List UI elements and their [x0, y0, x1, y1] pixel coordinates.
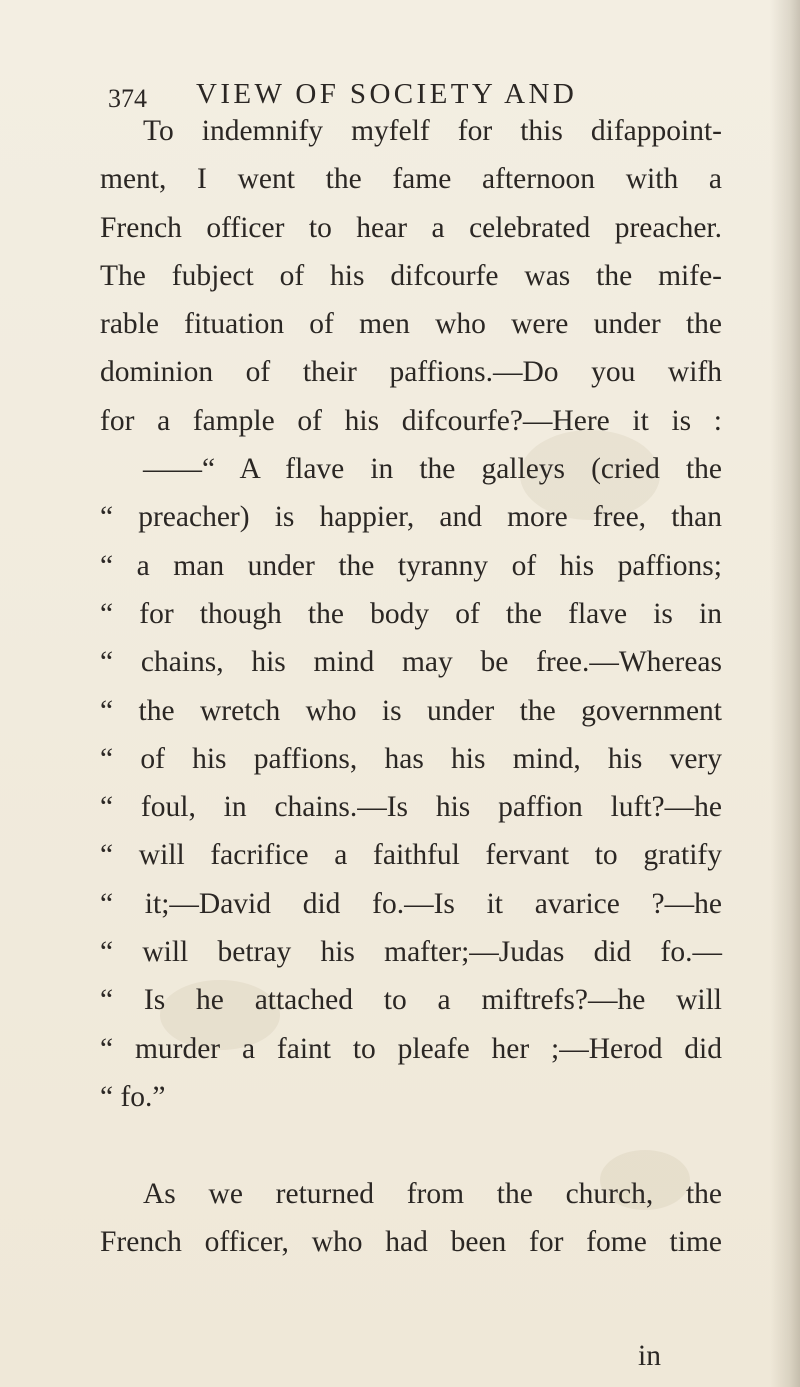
quote-line: “ a man under the tyranny of his paffions;	[100, 549, 722, 582]
quote-line: “ it;—David did fo.—Is it avarice ?—he	[100, 887, 722, 920]
body-text	[100, 107, 722, 1266]
quote-line: “ will facrifice a faithful fervant to gratify	[100, 839, 722, 872]
running-head: VIEW OF SOCIETY AND	[196, 78, 578, 110]
quote-line: “ foul, in chains.—Is his paffion luft?—he	[100, 791, 722, 824]
text-line: French officer, who had been for fome time	[100, 1225, 722, 1258]
text-line: ment, I went the fame afternoon with a	[100, 163, 722, 196]
text-line: As we returned from the church, the	[143, 1177, 722, 1210]
page-number: 374	[108, 84, 147, 113]
quote-line: ——“ A flave in the galleys (cried the	[143, 453, 722, 486]
text-line: dominion of their paffions.—Do you wifh	[100, 356, 722, 389]
catchword: in	[638, 1340, 661, 1372]
quote-line: “ of his paffions, has his mind, his very	[100, 742, 722, 775]
text-line: To indemnify myfelf for this difappoint-	[143, 115, 722, 147]
paragraph-gap	[100, 1121, 722, 1169]
quote-line: “ fo.”	[100, 1080, 166, 1113]
text-line: The fubject of his difcourfe was the mife-	[100, 259, 722, 292]
text-line: rable fituation of men who were under the	[100, 308, 722, 341]
quote-line: “ Is he attached to a miftrefs?—he will	[100, 984, 722, 1017]
quote-line: “ murder a faint to pleafe her ;—Herod did	[100, 1032, 722, 1065]
quote-line: “ preacher) is happier, and more free, than	[100, 501, 722, 534]
quote-line: “ will betray his mafter;—Judas did fo.—	[100, 936, 722, 969]
text-line: French officer to hear a celebrated preacher.	[100, 211, 722, 244]
text-line: for a fample of his difcourfe?—Here it is :	[100, 404, 722, 437]
quote-line: “ for though the body of the flave is in	[100, 597, 722, 630]
quote-line: “ the wretch who is under the government	[100, 694, 722, 727]
quote-line: “ chains, his mind may be free.—Whereas	[100, 646, 722, 679]
